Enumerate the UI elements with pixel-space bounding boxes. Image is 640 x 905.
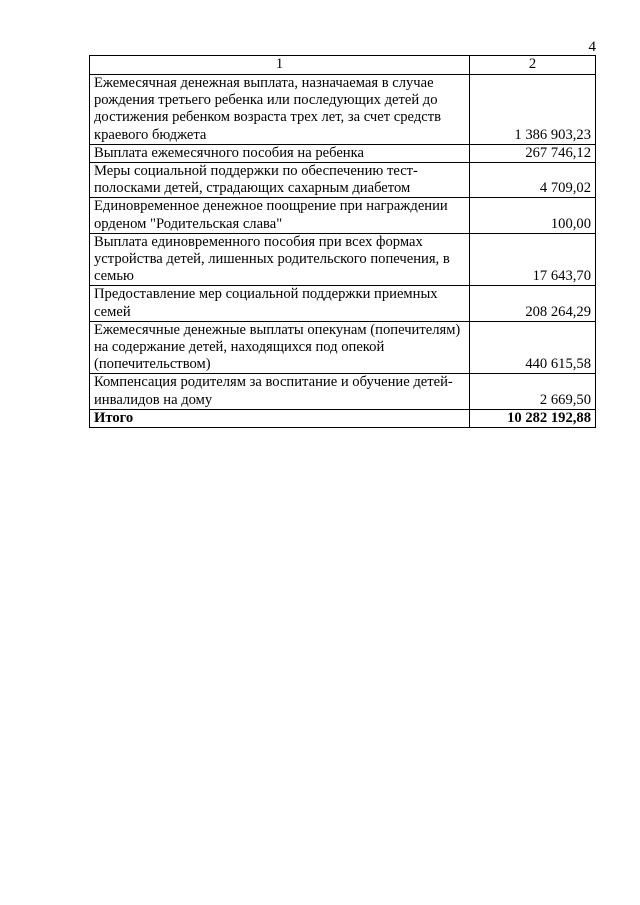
total-amount: 10 282 192,88: [470, 409, 596, 427]
row-description: Компенсация родителям за воспитание и обучение детей-инвалидов на дому: [90, 374, 470, 409]
budget-table: [89, 55, 596, 428]
table-header-row: [90, 56, 596, 75]
row-description: Выплата ежемесячного пособия на ребенка: [90, 144, 470, 162]
row-description: Единовременное денежное поощрение при награждении орденом "Родительская слава": [90, 198, 470, 233]
row-amount: 440 615,58: [470, 321, 596, 374]
table-row: [90, 144, 596, 162]
row-description: Выплата единовременного пособия при всех формах устройства детей, лишенных родительского попечения, в семью: [90, 233, 470, 286]
row-description: Ежемесячная денежная выплата, назначаемая в случае рождения третьего ребенка или последующих детей до достижения ребенком возраста трех лет, за счет средств краевого бюджета: [90, 75, 470, 145]
table-row: [90, 75, 596, 145]
row-amount: 17 643,70: [470, 233, 596, 286]
column-header-2: 2: [470, 56, 596, 75]
table-row: [90, 233, 596, 286]
row-amount: 1 386 903,23: [470, 75, 596, 145]
row-amount: 267 746,12: [470, 144, 596, 162]
page-number: 4: [588, 39, 596, 55]
table-row: [90, 198, 596, 233]
column-header-1: 1: [90, 56, 470, 75]
row-description: Ежемесячные денежные выплаты опекунам (попечителям) на содержание детей, находящихся под опекой (попечительством): [90, 321, 470, 374]
total-row: [90, 409, 596, 427]
row-amount: 100,00: [470, 198, 596, 233]
row-description: Предоставление мер социальной поддержки приемных семей: [90, 286, 470, 321]
table-row: [90, 374, 596, 409]
table-row: [90, 286, 596, 321]
row-description: Меры социальной поддержки по обеспечению тест-полосками детей, страдающих сахарным диабетом: [90, 163, 470, 198]
row-amount: 2 669,50: [470, 374, 596, 409]
table-row: [90, 163, 596, 198]
row-amount: 208 264,29: [470, 286, 596, 321]
table-row: [90, 321, 596, 374]
total-label: Итого: [90, 409, 470, 427]
row-amount: 4 709,02: [470, 163, 596, 198]
